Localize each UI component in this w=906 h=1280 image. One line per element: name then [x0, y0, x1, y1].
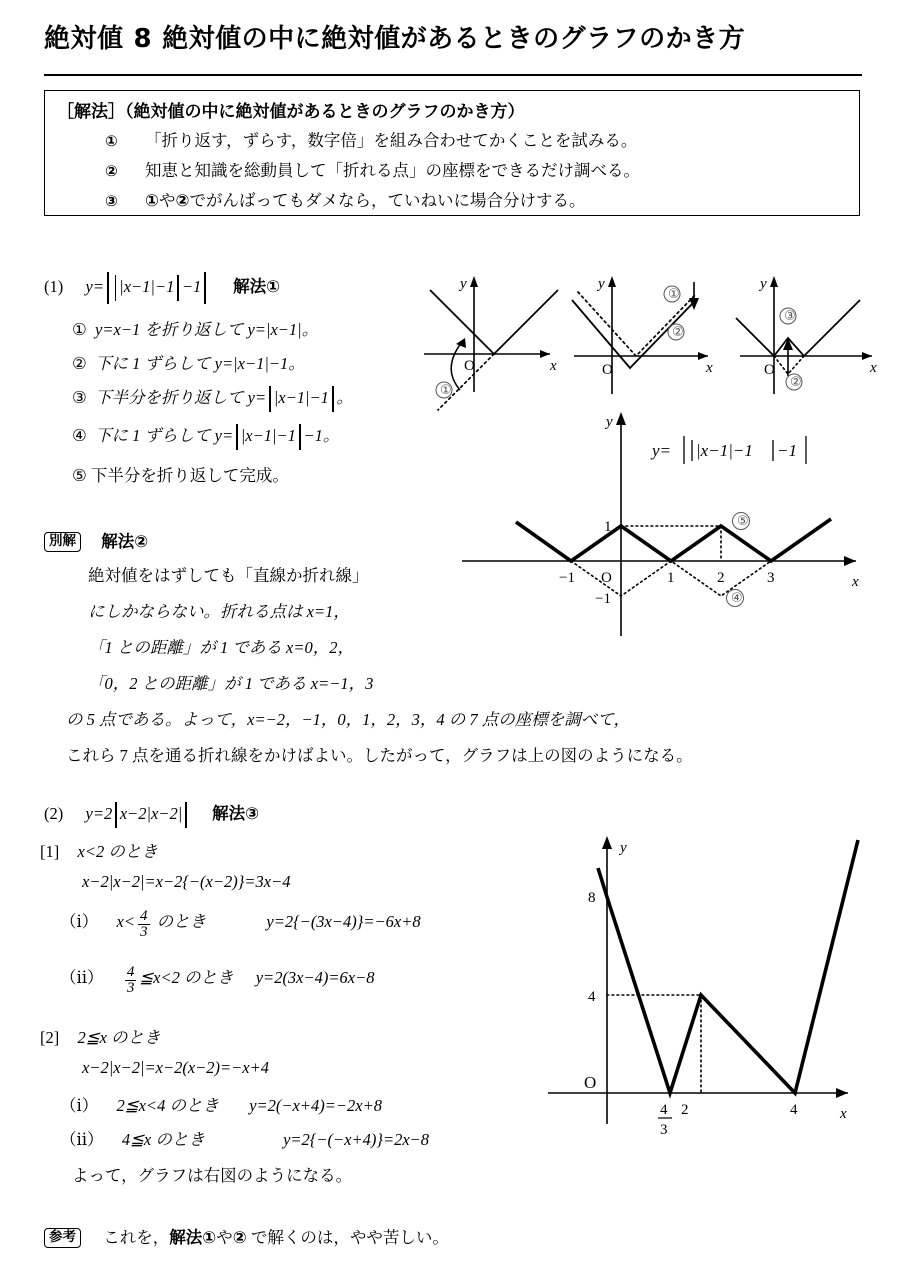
problem1-heading: [44, 272, 280, 304]
case1-frac-num: 4: [140, 908, 148, 925]
section-number: 8: [133, 24, 153, 54]
reference-note: [44, 1224, 449, 1248]
problem1-step-5: [72, 462, 289, 486]
alt-solution-method-number: ②: [134, 532, 149, 551]
method-item-3-prefix-2: ②: [175, 191, 190, 210]
main2-xtick-4: 4: [790, 1102, 798, 1118]
case2-sub-ii-result: y=2{−(−x+4)}=2x−8: [283, 1130, 430, 1149]
mini2-from-marker: ①: [668, 287, 680, 302]
mini2-to-marker: ②: [672, 325, 684, 340]
alt-solution-line-4: 「0，2 との距離」が 1 である x=−1，3: [88, 674, 374, 693]
main1-xtick-neg1: −1: [559, 570, 575, 586]
step3-fold-lower-graph: [736, 264, 891, 399]
case2-conclusion: よって，グラフは右図のようになる。: [72, 1166, 353, 1185]
reference-note-method-tag: 解法: [169, 1228, 203, 1247]
mini3-y-label: y: [760, 276, 767, 292]
step-2-text: 下に 1 ずらして y=|x−1|−1。: [90, 354, 305, 373]
case1-sub-i-marker: （ⅰ）: [60, 912, 99, 931]
reference-note-tag: 参考: [44, 1228, 81, 1248]
mini3-to-marker: ③: [784, 309, 796, 324]
method-item-3-prefix-1: ①: [145, 191, 159, 210]
case1-condition: x<2 のとき: [77, 842, 158, 861]
case1-sub-ii-condition: $\frac{4}{3}$ ≦x<2 のとき: [126, 964, 234, 997]
reference-note-text-a: これを，: [103, 1228, 170, 1247]
page-title: [44, 18, 745, 55]
main1-marker-4: ④: [731, 591, 743, 606]
problem1-step-4: [72, 422, 339, 450]
method-box: [44, 90, 860, 216]
case2-sub-ii-marker: （ⅱ）: [60, 1130, 104, 1149]
problem1-step-2: [72, 350, 305, 374]
case2-sub-i: [60, 1092, 382, 1116]
mini1-origin-label: O: [464, 358, 475, 374]
method-item-1: [105, 127, 637, 151]
reference-note-ya: や: [216, 1228, 233, 1247]
mini1-x-label: x: [550, 358, 557, 374]
reference-note-num-2: ②: [232, 1228, 247, 1247]
method-item-3-prefix-mid: や: [158, 191, 176, 210]
reference-note-text-b: で解くのは，やや苦しい。: [246, 1228, 449, 1247]
case1-frac-den: 3: [140, 924, 148, 941]
main1-marker-5: ⑤: [737, 514, 749, 529]
step-5-marker: ⑤: [72, 466, 87, 485]
main2-y-label: y: [620, 840, 627, 856]
problem2-heading: [44, 800, 259, 828]
main2-ytick-8: 8: [588, 890, 596, 906]
mini2-x-label: x: [706, 360, 713, 376]
method-item-2-marker: ②: [105, 162, 118, 180]
main2-xtick-frac-den: 3: [660, 1122, 668, 1138]
case1-expansion: x−2|x−2|=x−2{−(x−2)}=3x−4: [82, 872, 291, 891]
main2-ytick-4: 4: [588, 989, 596, 1005]
problem1-method-tag: 解法: [233, 276, 267, 296]
problem1-step-1: [72, 316, 318, 340]
case2-sub-i-condition: 2≦x<4 のとき: [116, 1096, 219, 1115]
method-item-3-text: でがんばってもダメなら，ていねいに場合分けする。: [189, 191, 586, 210]
case2-expansion: x−2|x−2|=x−2(x−2)=−x+4: [82, 1058, 270, 1077]
main2-xtick-frac-num: 4: [660, 1102, 668, 1118]
main1-xtick-1: 1: [667, 570, 675, 586]
mini3-from-marker: ②: [790, 375, 802, 390]
mini3-origin-label: O: [764, 362, 775, 378]
main1-xtick-3: 3: [767, 570, 775, 586]
step-2-marker: ②: [72, 354, 87, 373]
alt-solution-line-1: 絶対値をはずしても「直線か折れ線」: [88, 566, 369, 585]
case2-sub-i-marker: （ⅰ）: [60, 1096, 99, 1115]
problem2-case1-heading: [40, 838, 158, 862]
svg-text:−1: −1: [777, 441, 797, 460]
method-item-3: [105, 187, 585, 211]
main2-xtick-four-thirds: [658, 1102, 672, 1138]
main1-equation-label: y=: [652, 441, 672, 460]
case2-sub-i-result: y=2(−x+4)=−2x+8: [249, 1096, 382, 1115]
problem2-equation: y=2 x−2|x−2|: [86, 804, 190, 823]
step-3-text: 下半分を折り返して y= |x−1|−1 。: [91, 388, 353, 407]
case1-frac2-num: 4: [126, 964, 135, 981]
main2-origin-label: O: [584, 1073, 597, 1092]
main1-xtick-2: 2: [717, 570, 725, 586]
step2-shift-graph: [566, 264, 726, 399]
step-1-marker: ①: [72, 320, 87, 339]
case2-label: [2]: [40, 1028, 60, 1047]
main1-y-label: y: [606, 414, 613, 430]
problem1-equation: y= |x−1|−1 −1: [86, 277, 209, 296]
case2-condition: 2≦x のとき: [77, 1028, 161, 1047]
alt-solution-method-tag: 解法: [101, 532, 135, 551]
method-item-1-marker: ①: [105, 132, 118, 150]
alt-solution-line-2: にしかならない。折れる点は x=1，: [88, 602, 350, 621]
case1-frac2-den: 3: [126, 980, 135, 997]
main1-ytick-neg1: −1: [595, 591, 611, 607]
main1-origin-label: O: [601, 570, 612, 586]
problem2-method-tag: 解法: [212, 804, 246, 823]
step1-fold-graph: [412, 264, 562, 399]
alt-solution-heading: [44, 528, 148, 552]
case1-sub-i-condition: x< $\frac{4}{3}$ のとき: [116, 908, 207, 941]
problem2-case2-heading: [40, 1024, 161, 1048]
method-item-2: [105, 157, 640, 181]
mini2-y-label: y: [598, 276, 605, 292]
mini3-x-label: x: [870, 360, 877, 376]
case2-sub-ii: [60, 1126, 429, 1150]
method-box-heading: ［解法］（絶対値の中に絶対値があるときのグラフのかき方）: [57, 102, 525, 122]
problem1-method-number: ①: [266, 276, 281, 296]
main-graph-problem2: [548, 826, 868, 1138]
alt-solution-line-6: これら 7 点を通る折れ線をかけばよい。したがって，グラフは上の図のようになる。: [66, 746, 693, 765]
mini1-y-label: y: [460, 276, 467, 292]
case1-sub-i: [60, 908, 421, 940]
problem1-number: (1): [44, 276, 64, 296]
method-item-1-text: 「折り返す，ずらす，数字倍」を組み合わせてかくことを試みる。: [145, 131, 638, 150]
main1-x-label: x: [852, 574, 859, 590]
step-4-text: 下に 1 ずらして y= |x−1|−1 −1。: [91, 426, 339, 445]
problem2-number: (2): [44, 804, 64, 823]
step-1-text: y=x−1 を折り返して y=|x−1|。: [90, 320, 319, 339]
step-3-marker: ③: [72, 388, 87, 407]
main2-xtick-2: 2: [681, 1102, 689, 1118]
step-5-text: 下半分を折り返して完成。: [90, 466, 289, 485]
case1-sub-ii: [60, 964, 374, 996]
problem1-step-3: [72, 384, 353, 412]
section-label: 絶対値: [44, 24, 124, 54]
alt-solution-line-3: 「1 との距離」が 1 である x=0，2，: [88, 638, 354, 657]
method-item-3-marker: ③: [105, 192, 118, 210]
case2-sub-ii-condition: 4≦x のとき: [121, 1130, 205, 1149]
main2-x-label: x: [840, 1106, 847, 1122]
case1-sub-ii-result: y=2(3x−4)=6x−8: [255, 968, 375, 987]
main1-ytick-1: 1: [604, 519, 612, 535]
main-graph-problem1: [456, 404, 876, 644]
case1-label: [1]: [40, 842, 60, 861]
alt-solution-tag: 別解: [44, 532, 81, 552]
problem2-method-number: ③: [245, 804, 260, 823]
svg-text:|x−1|−1: |x−1|−1: [696, 441, 753, 460]
case1-sub-ii-marker: （ⅱ）: [60, 968, 104, 987]
reference-note-num-1: ①: [202, 1228, 217, 1247]
title-text: 絶対値の中に絶対値があるときのグラフのかき方: [162, 24, 746, 54]
alt-solution-line-5: の 5 点である。よって，x=−2，−1，0，1，2，3，4 の 7 点の座標を調べて，: [66, 710, 630, 729]
mini2-origin-label: O: [602, 362, 613, 378]
step-4-marker: ④: [72, 426, 87, 445]
mini1-step-marker: ①: [440, 383, 452, 398]
method-item-2-text: 知恵と知識を総動員して「折れる点」の座標をできるだけ調べる。: [145, 161, 640, 180]
case1-sub-i-result: y=2{−(3x−4)}=−6x+8: [266, 912, 421, 931]
header-divider: [44, 74, 862, 76]
